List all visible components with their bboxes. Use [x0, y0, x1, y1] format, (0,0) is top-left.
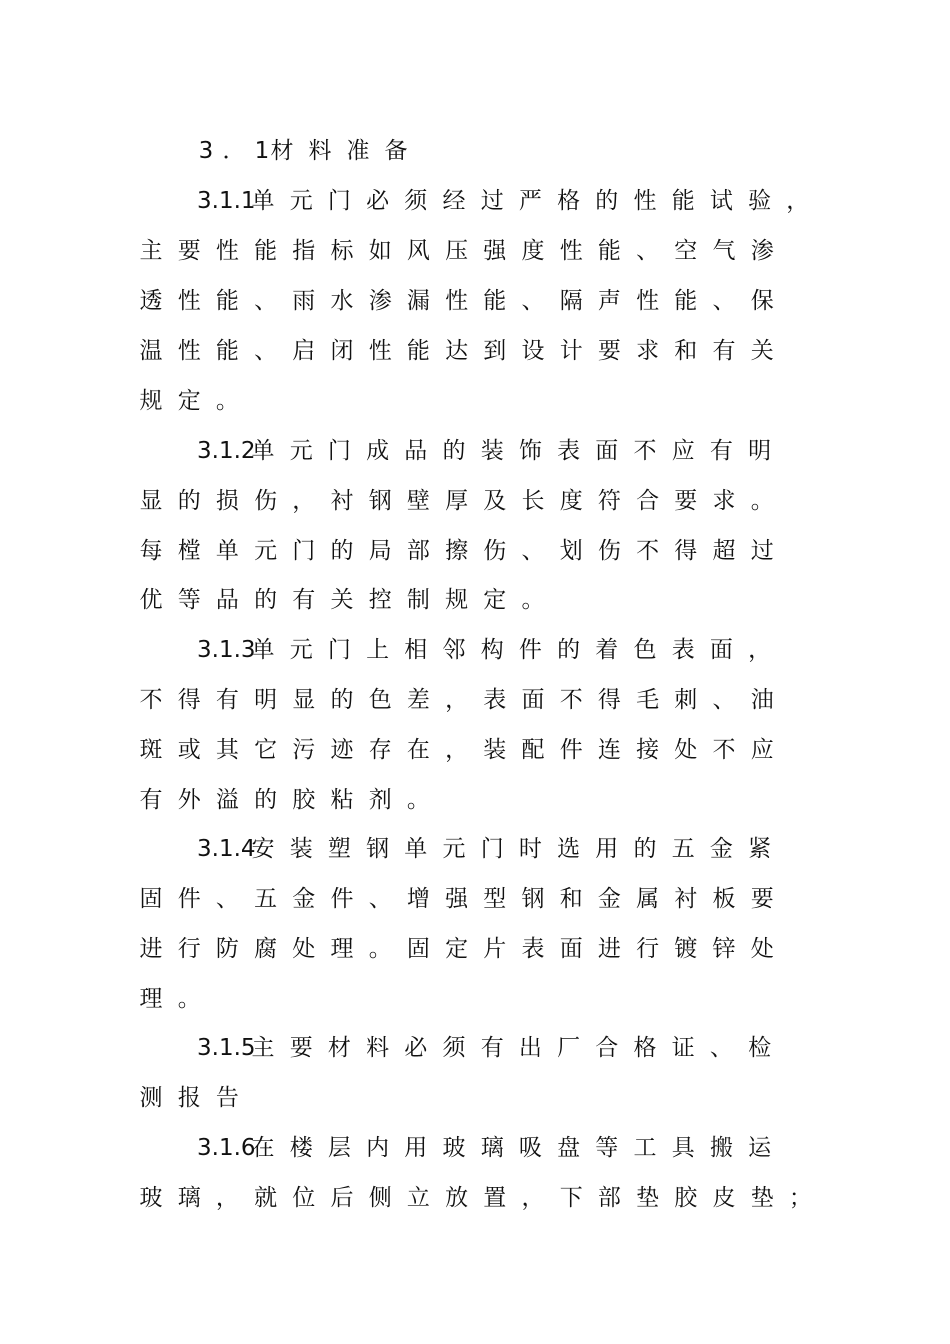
glyph: 、	[712, 687, 736, 713]
glyph: 。	[177, 986, 201, 1012]
glyph: 相	[404, 637, 428, 663]
glyph: 的	[177, 488, 201, 514]
glyph: 工	[633, 1135, 657, 1161]
glyph: 件	[559, 737, 583, 763]
glyph: 性	[215, 238, 239, 264]
glyph: 严	[518, 188, 542, 214]
glyph: 垫	[636, 1185, 660, 1211]
glyph: 保	[750, 288, 774, 314]
glyph: 长	[521, 488, 545, 514]
glyph: ，	[521, 1185, 545, 1211]
item-number: 3.1.4	[197, 836, 256, 862]
glyph: 渗	[750, 238, 774, 264]
glyph: 胶	[674, 1185, 698, 1211]
glyph: 性	[636, 288, 660, 314]
item-number: 3.1.1	[197, 188, 256, 214]
glyph: 备	[384, 138, 408, 164]
glyph: 上	[366, 637, 390, 663]
glyph: 设	[521, 338, 545, 364]
glyph: 要	[674, 488, 698, 514]
glyph: 防	[215, 936, 239, 962]
glyph: 表	[557, 438, 581, 464]
glyph: 擦	[445, 538, 469, 564]
glyph: 能	[674, 288, 698, 314]
glyph: ，	[445, 687, 469, 713]
glyph: 能	[215, 338, 239, 364]
glyph: 制	[406, 587, 430, 613]
glyph: 有	[215, 687, 239, 713]
glyph: 毛	[636, 687, 660, 713]
glyph: 门	[327, 438, 351, 464]
glyph: 有	[139, 787, 163, 813]
glyph: 材	[327, 1035, 351, 1061]
glyph: 位	[292, 1185, 316, 1211]
glyph: 钢	[521, 886, 545, 912]
glyph: 元	[289, 637, 313, 663]
glyph: 行	[636, 936, 660, 962]
glyph: 的	[595, 188, 619, 214]
glyph: 能	[483, 288, 507, 314]
glyph: 装	[480, 438, 504, 464]
glyph: 理	[139, 986, 163, 1012]
glyph: 格	[633, 1035, 657, 1061]
glyph: 置	[483, 1185, 507, 1211]
glyph: 搬	[709, 1135, 733, 1161]
glyph: 验	[748, 188, 772, 214]
glyph: 须	[442, 1035, 466, 1061]
glyph: 有	[709, 438, 733, 464]
glyph: 门	[327, 188, 351, 214]
glyph: 不	[636, 538, 660, 564]
glyph: 到	[483, 338, 507, 364]
glyph: 饰	[518, 438, 542, 464]
glyph: 漏	[406, 288, 430, 314]
glyph: 属	[636, 886, 660, 912]
glyph: 行	[177, 936, 201, 962]
glyph: 单	[215, 538, 239, 564]
glyph: 启	[292, 338, 316, 364]
glyph: 空	[674, 238, 698, 264]
glyph: 、	[712, 288, 736, 314]
glyph: 单	[251, 188, 275, 214]
glyph: 达	[445, 338, 469, 364]
glyph: 厚	[445, 488, 469, 514]
glyph: 有	[712, 338, 736, 364]
glyph: 玻	[442, 1135, 466, 1161]
glyph: 、	[636, 238, 660, 264]
glyph: 伤	[254, 488, 278, 514]
glyph: 皮	[712, 1185, 736, 1211]
glyph: 樘	[177, 538, 201, 564]
glyph: 优	[139, 587, 163, 613]
glyph: 衬	[330, 488, 354, 514]
glyph: 连	[597, 737, 621, 763]
glyph: 构	[480, 637, 504, 663]
glyph: 锌	[712, 936, 736, 962]
glyph: ，	[445, 737, 469, 763]
glyph: 胶	[292, 787, 316, 813]
glyph: 表	[521, 936, 545, 962]
glyph: 能	[671, 188, 695, 214]
glyph: 的	[330, 538, 354, 564]
glyph: 温	[139, 338, 163, 364]
glyph: 强	[483, 238, 507, 264]
glyph: 性	[559, 238, 583, 264]
glyph: 闭	[330, 338, 354, 364]
glyph: 度	[559, 488, 583, 514]
glyph: 关	[750, 338, 774, 364]
glyph: 强	[445, 886, 469, 912]
glyph: 如	[368, 238, 392, 264]
glyph: 渗	[368, 288, 392, 314]
glyph: 品	[215, 587, 239, 613]
glyph: 邻	[442, 637, 466, 663]
glyph: 材	[270, 138, 294, 164]
glyph: 件	[518, 637, 542, 663]
glyph: 粘	[330, 787, 354, 813]
glyph: 五	[671, 836, 695, 862]
glyph: 准	[346, 138, 370, 164]
glyph: 单	[404, 836, 428, 862]
glyph: 色	[368, 687, 392, 713]
glyph: 、	[709, 1035, 733, 1061]
glyph: 定	[177, 388, 201, 414]
glyph: 指	[292, 238, 316, 264]
glyph: 、	[521, 538, 545, 564]
glyph: 面	[559, 936, 583, 962]
glyph: 溢	[215, 787, 239, 813]
glyph: 超	[712, 538, 736, 564]
glyph: 等	[595, 1135, 619, 1161]
glyph: 料	[308, 138, 332, 164]
glyph: 垫	[750, 1185, 774, 1211]
glyph: 元	[289, 438, 313, 464]
glyph: 就	[254, 1185, 278, 1211]
glyph: 钢	[368, 488, 392, 514]
glyph: 在	[251, 1135, 275, 1161]
glyph: 等	[177, 587, 201, 613]
glyph: 主	[139, 238, 163, 264]
glyph: 不	[712, 737, 736, 763]
glyph: 主	[251, 1035, 275, 1061]
glyph: 腐	[254, 936, 278, 962]
glyph: 刺	[674, 687, 698, 713]
glyph: 壁	[406, 488, 430, 514]
glyph: 。	[750, 488, 774, 514]
glyph: 压	[445, 238, 469, 264]
glyph: 风	[406, 238, 430, 264]
glyph: 塑	[327, 836, 351, 862]
glyph: ，	[786, 188, 810, 214]
glyph: 损	[215, 488, 239, 514]
glyph: 盘	[557, 1135, 581, 1161]
glyph: 厂	[557, 1035, 581, 1061]
glyph: ，	[292, 488, 316, 514]
glyph: 处	[750, 936, 774, 962]
glyph: 。	[368, 936, 392, 962]
glyph: 紧	[748, 836, 772, 862]
glyph: 合	[595, 1035, 619, 1061]
glyph: 色	[633, 637, 657, 663]
glyph: 金	[709, 836, 733, 862]
glyph: ，	[748, 637, 772, 663]
glyph: 应	[671, 438, 695, 464]
glyph: 处	[292, 936, 316, 962]
glyph: 要	[289, 1035, 313, 1061]
item-number: 3.1.3	[197, 637, 256, 663]
glyph: 金	[597, 886, 621, 912]
glyph: 关	[330, 587, 354, 613]
glyph: 单	[251, 637, 275, 663]
glyph: 板	[712, 886, 736, 912]
glyph: 衬	[674, 886, 698, 912]
glyph: 五	[254, 886, 278, 912]
glyph: 片	[483, 936, 507, 962]
glyph: ．	[222, 138, 246, 164]
glyph: 不	[559, 687, 583, 713]
glyph: 定	[483, 587, 507, 613]
glyph: 性	[177, 288, 201, 314]
glyph: 和	[559, 886, 583, 912]
glyph: 着	[595, 637, 619, 663]
glyph: 能	[254, 238, 278, 264]
glyph: 放	[445, 1185, 469, 1211]
glyph: 下	[559, 1185, 583, 1211]
glyph: 斑	[139, 737, 163, 763]
glyph: 必	[404, 1035, 428, 1061]
glyph: 、	[254, 338, 278, 364]
glyph: 得	[674, 538, 698, 564]
glyph: 不	[139, 687, 163, 713]
glyph: 门	[327, 637, 351, 663]
glyph: 用	[595, 836, 619, 862]
glyph: 要	[597, 338, 621, 364]
glyph: 性	[633, 188, 657, 214]
glyph: 污	[292, 737, 316, 763]
glyph: 层	[327, 1135, 351, 1161]
glyph: 接	[636, 737, 660, 763]
glyph: 不	[633, 438, 657, 464]
glyph: 有	[292, 587, 316, 613]
glyph: 计	[559, 338, 583, 364]
item-number: 3.1.2	[197, 438, 256, 464]
item-number: 3.1.6	[197, 1135, 256, 1161]
glyph: 过	[480, 188, 504, 214]
glyph: 声	[597, 288, 621, 314]
glyph: 符	[597, 488, 621, 514]
glyph: 定	[445, 936, 469, 962]
glyph: 雨	[292, 288, 316, 314]
glyph: 出	[518, 1035, 542, 1061]
glyph: 它	[254, 737, 278, 763]
glyph: 璃	[480, 1135, 504, 1161]
glyph: 油	[750, 687, 774, 713]
glyph: 3	[198, 138, 214, 164]
glyph: 。	[521, 587, 545, 613]
glyph: 试	[709, 188, 733, 214]
glyph: 规	[445, 587, 469, 613]
glyph: 门	[480, 836, 504, 862]
glyph: 、	[521, 288, 545, 314]
glyph: 外	[177, 787, 201, 813]
glyph: 的	[330, 687, 354, 713]
glyph: 应	[750, 737, 774, 763]
glyph: 品	[404, 438, 428, 464]
glyph: 。	[215, 388, 239, 414]
glyph: 后	[330, 1185, 354, 1211]
glyph: 规	[139, 388, 163, 414]
glyph: 在	[406, 737, 430, 763]
glyph: 求	[712, 488, 736, 514]
glyph: 的	[442, 438, 466, 464]
glyph: 和	[674, 338, 698, 364]
glyph: 局	[368, 538, 392, 564]
glyph: 的	[633, 836, 657, 862]
item-number: 3.1.5	[197, 1035, 256, 1061]
glyph: 经	[442, 188, 466, 214]
glyph: 差	[406, 687, 430, 713]
glyph: 显	[139, 488, 163, 514]
glyph: 度	[521, 238, 545, 264]
glyph: 标	[330, 238, 354, 264]
glyph: 用	[404, 1135, 428, 1161]
glyph: 镀	[674, 936, 698, 962]
glyph: 水	[330, 288, 354, 314]
glyph: 每	[139, 538, 163, 564]
glyph: 得	[597, 687, 621, 713]
glyph: 存	[368, 737, 392, 763]
glyph: 报	[177, 1085, 201, 1111]
glyph: 要	[750, 886, 774, 912]
glyph: 显	[292, 687, 316, 713]
glyph: 金	[292, 886, 316, 912]
glyph: 面	[709, 637, 733, 663]
glyph: 伤	[483, 538, 507, 564]
glyph: 有	[480, 1035, 504, 1061]
glyph: 明	[748, 438, 772, 464]
glyph: 测	[139, 1085, 163, 1111]
glyph: 合	[636, 488, 660, 514]
glyph: ；	[788, 1185, 812, 1211]
glyph: 或	[177, 737, 201, 763]
glyph: 格	[557, 188, 581, 214]
glyph: 划	[559, 538, 583, 564]
glyph: 表	[483, 687, 507, 713]
glyph: 及	[483, 488, 507, 514]
glyph: 面	[521, 687, 545, 713]
glyph: 成	[366, 438, 390, 464]
glyph: 吸	[518, 1135, 542, 1161]
glyph: 过	[750, 538, 774, 564]
glyph: 钢	[366, 836, 390, 862]
glyph: 、	[368, 886, 392, 912]
glyph: 。	[406, 787, 430, 813]
glyph: 的	[557, 637, 581, 663]
glyph: 能	[215, 288, 239, 314]
glyph: 气	[712, 238, 736, 264]
glyph: 要	[177, 238, 201, 264]
glyph: 单	[251, 438, 275, 464]
glyph: 型	[483, 886, 507, 912]
glyph: 性	[368, 338, 392, 364]
glyph: 透	[139, 288, 163, 314]
glyph: 能	[406, 338, 430, 364]
glyph: 1	[254, 138, 270, 164]
glyph: 性	[177, 338, 201, 364]
glyph: 时	[518, 836, 542, 862]
glyph: 配	[521, 737, 545, 763]
glyph: 安	[251, 836, 275, 862]
glyph: 、	[215, 886, 239, 912]
glyph: 楼	[289, 1135, 313, 1161]
glyph: 侧	[368, 1185, 392, 1211]
glyph: 装	[483, 737, 507, 763]
glyph: 告	[215, 1085, 239, 1111]
glyph: 门	[292, 538, 316, 564]
glyph: 面	[595, 438, 619, 464]
glyph: 理	[330, 936, 354, 962]
glyph: 元	[442, 836, 466, 862]
glyph: 证	[671, 1035, 695, 1061]
glyph: 固	[406, 936, 430, 962]
glyph: 件	[330, 886, 354, 912]
glyph: 料	[366, 1035, 390, 1061]
glyph: 其	[215, 737, 239, 763]
glyph: 件	[177, 886, 201, 912]
glyph: 表	[671, 637, 695, 663]
glyph: 的	[254, 587, 278, 613]
glyph: 元	[289, 188, 313, 214]
glyph: 、	[254, 288, 278, 314]
glyph: 部	[406, 538, 430, 564]
glyph: 求	[636, 338, 660, 364]
glyph: 须	[404, 188, 428, 214]
glyph: 元	[254, 538, 278, 564]
glyph: 玻	[139, 1185, 163, 1211]
glyph: 进	[597, 936, 621, 962]
glyph: 控	[368, 587, 392, 613]
glyph: 进	[139, 936, 163, 962]
glyph: 检	[748, 1035, 772, 1061]
glyph: 隔	[559, 288, 583, 314]
glyph: 处	[674, 737, 698, 763]
glyph: 迹	[330, 737, 354, 763]
glyph: 部	[597, 1185, 621, 1211]
glyph: 增	[406, 886, 430, 912]
glyph: 立	[406, 1185, 430, 1211]
glyph: 能	[597, 238, 621, 264]
glyph: 明	[254, 687, 278, 713]
glyph: 运	[748, 1135, 772, 1161]
glyph: 固	[139, 886, 163, 912]
glyph: 选	[557, 836, 581, 862]
glyph: 内	[366, 1135, 390, 1161]
glyph: ，	[215, 1185, 239, 1211]
glyph: 剂	[368, 787, 392, 813]
glyph: 的	[254, 787, 278, 813]
glyph: 具	[671, 1135, 695, 1161]
glyph: 璃	[177, 1185, 201, 1211]
glyph: 伤	[597, 538, 621, 564]
glyph: 性	[445, 288, 469, 314]
glyph: 得	[177, 687, 201, 713]
glyph: 必	[366, 188, 390, 214]
glyph: 装	[289, 836, 313, 862]
